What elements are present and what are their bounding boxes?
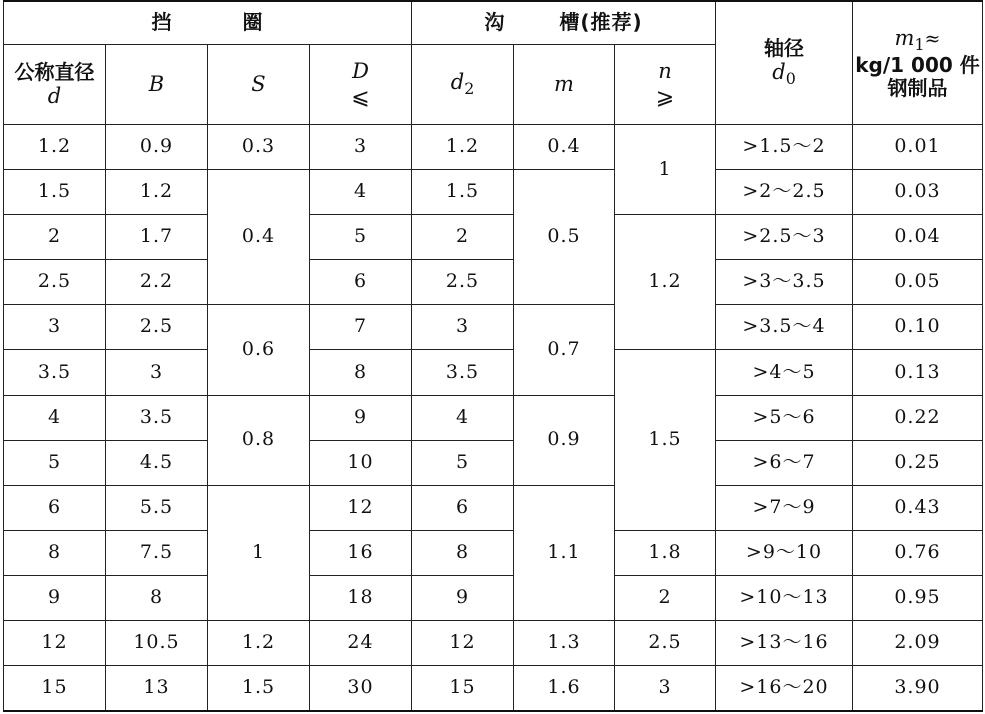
cell-S: 0.3 xyxy=(208,124,310,169)
header-d2: $d_2$ xyxy=(412,44,514,124)
header-D: D ⩽ xyxy=(310,44,412,124)
cell-B: 0.9 xyxy=(106,124,208,169)
cell-d0: >1.5～2 xyxy=(716,124,853,169)
cell-d2: 5 xyxy=(412,440,514,485)
cell-d2: 6 xyxy=(412,485,514,530)
cell-weight: 0.43 xyxy=(853,485,983,530)
table-row xyxy=(4,305,983,350)
cell-d0: >3.5～4 xyxy=(716,305,853,350)
header-n: n ⩾ xyxy=(615,44,716,124)
cell-D: 10 xyxy=(310,440,412,485)
cell-d2: 12 xyxy=(412,621,514,666)
cell-B: 5.5 xyxy=(106,485,208,530)
table-row xyxy=(4,169,983,214)
cell-d: 2 xyxy=(4,215,106,260)
cell-weight: 0.05 xyxy=(853,260,983,305)
table-row xyxy=(4,395,983,440)
cell-B: 10.5 xyxy=(106,621,208,666)
cell-weight: 0.10 xyxy=(853,305,983,350)
header-nominal-diameter: 公称直径 d xyxy=(4,44,106,124)
cell-d: 1.2 xyxy=(4,124,106,169)
cell-d2: 3 xyxy=(412,305,514,350)
header-groove-group: 沟 槽(推荐) xyxy=(412,1,716,44)
cell-d0: >16～20 xyxy=(716,666,853,711)
cell-D: 7 xyxy=(310,305,412,350)
cell-weight: 0.95 xyxy=(853,576,983,621)
header-B: B xyxy=(106,44,208,124)
cell-B: 2.5 xyxy=(106,305,208,350)
table-row xyxy=(4,350,983,395)
table-row xyxy=(4,530,983,575)
cell-d: 6 xyxy=(4,485,106,530)
table-row xyxy=(4,260,983,305)
header-weight: $m_1\approx$ kg/1 000 件 钢制品 xyxy=(853,1,983,124)
cell-d0: >2～2.5 xyxy=(716,169,853,214)
cell-n: 3 xyxy=(615,666,716,711)
cell-d: 12 xyxy=(4,621,106,666)
cell-d2: 2.5 xyxy=(412,260,514,305)
cell-S: 1.2 xyxy=(208,621,310,666)
cell-weight: 0.13 xyxy=(853,350,983,395)
cell-weight: 0.04 xyxy=(853,215,983,260)
cell-weight: 0.76 xyxy=(853,530,983,575)
cell-weight: 0.25 xyxy=(853,440,983,485)
cell-d2: 8 xyxy=(412,530,514,575)
header-row-1 xyxy=(4,1,983,44)
cell-d: 2.5 xyxy=(4,260,106,305)
cell-D: 5 xyxy=(310,215,412,260)
cell-n: 1 xyxy=(615,124,716,214)
cell-B: 2.2 xyxy=(106,260,208,305)
cell-d0: >5～6 xyxy=(716,395,853,440)
cell-B: 1.2 xyxy=(106,169,208,214)
cell-m: 0.9 xyxy=(514,395,615,485)
cell-n: 1.5 xyxy=(615,350,716,531)
table-row xyxy=(4,215,983,260)
cell-B: 13 xyxy=(106,666,208,711)
cell-D: 8 xyxy=(310,350,412,395)
cell-d2: 1.5 xyxy=(412,169,514,214)
cell-weight: 0.01 xyxy=(853,124,983,169)
cell-B: 8 xyxy=(106,576,208,621)
cell-m: 0.4 xyxy=(514,124,615,169)
cell-d0: >7～9 xyxy=(716,485,853,530)
cell-m: 1.3 xyxy=(514,621,615,666)
cell-D: 24 xyxy=(310,621,412,666)
cell-d2: 4 xyxy=(412,395,514,440)
cell-m: 0.7 xyxy=(514,305,615,395)
cell-B: 1.7 xyxy=(106,215,208,260)
cell-B: 3.5 xyxy=(106,395,208,440)
cell-S: 0.8 xyxy=(208,395,310,485)
cell-S: 1.5 xyxy=(208,666,310,711)
cell-n: 2.5 xyxy=(615,621,716,666)
cell-d: 9 xyxy=(4,576,106,621)
cell-d0: >6～7 xyxy=(716,440,853,485)
cell-d0: >2.5～3 xyxy=(716,215,853,260)
header-S: S xyxy=(208,44,310,124)
cell-d0: >9～10 xyxy=(716,530,853,575)
table-row xyxy=(4,666,983,711)
header-shaft-diameter: 轴径 $d_0$ xyxy=(716,1,853,124)
cell-D: 4 xyxy=(310,169,412,214)
cell-d2: 15 xyxy=(412,666,514,711)
table-row xyxy=(4,621,983,666)
cell-d2: 1.2 xyxy=(412,124,514,169)
table-row xyxy=(4,124,983,169)
header-ring-group: 挡 圈 xyxy=(4,1,412,44)
cell-d: 3.5 xyxy=(4,350,106,395)
cell-m: 0.5 xyxy=(514,169,615,304)
cell-d0: >13～16 xyxy=(716,621,853,666)
cell-m: 1.1 xyxy=(514,485,615,620)
cell-d2: 9 xyxy=(412,576,514,621)
table-row xyxy=(4,576,983,621)
cell-D: 9 xyxy=(310,395,412,440)
cell-weight: 0.03 xyxy=(853,169,983,214)
cell-B: 7.5 xyxy=(106,530,208,575)
cell-S: 1 xyxy=(208,485,310,620)
table-row xyxy=(4,440,983,485)
cell-d2: 3.5 xyxy=(412,350,514,395)
cell-m: 1.6 xyxy=(514,666,615,711)
cell-d: 4 xyxy=(4,395,106,440)
cell-D: 16 xyxy=(310,530,412,575)
cell-D: 6 xyxy=(310,260,412,305)
cell-weight: 2.09 xyxy=(853,621,983,666)
cell-B: 3 xyxy=(106,350,208,395)
cell-d0: >10～13 xyxy=(716,576,853,621)
ring-spec-table xyxy=(3,0,983,712)
cell-d: 1.5 xyxy=(4,169,106,214)
cell-B: 4.5 xyxy=(106,440,208,485)
header-m: m xyxy=(514,44,615,124)
cell-d: 3 xyxy=(4,305,106,350)
cell-S: 0.4 xyxy=(208,169,310,304)
cell-d: 15 xyxy=(4,666,106,711)
cell-n: 1.8 xyxy=(615,530,716,575)
cell-weight: 0.22 xyxy=(853,395,983,440)
cell-weight: 3.90 xyxy=(853,666,983,711)
cell-D: 12 xyxy=(310,485,412,530)
cell-D: 3 xyxy=(310,124,412,169)
cell-S: 0.6 xyxy=(208,305,310,395)
cell-d0: >3～3.5 xyxy=(716,260,853,305)
cell-d: 5 xyxy=(4,440,106,485)
cell-D: 30 xyxy=(310,666,412,711)
cell-n: 1.2 xyxy=(615,215,716,350)
table-row xyxy=(4,485,983,530)
cell-D: 18 xyxy=(310,576,412,621)
cell-n: 2 xyxy=(615,576,716,621)
cell-d0: >4～5 xyxy=(716,350,853,395)
cell-d: 8 xyxy=(4,530,106,575)
cell-d2: 2 xyxy=(412,215,514,260)
